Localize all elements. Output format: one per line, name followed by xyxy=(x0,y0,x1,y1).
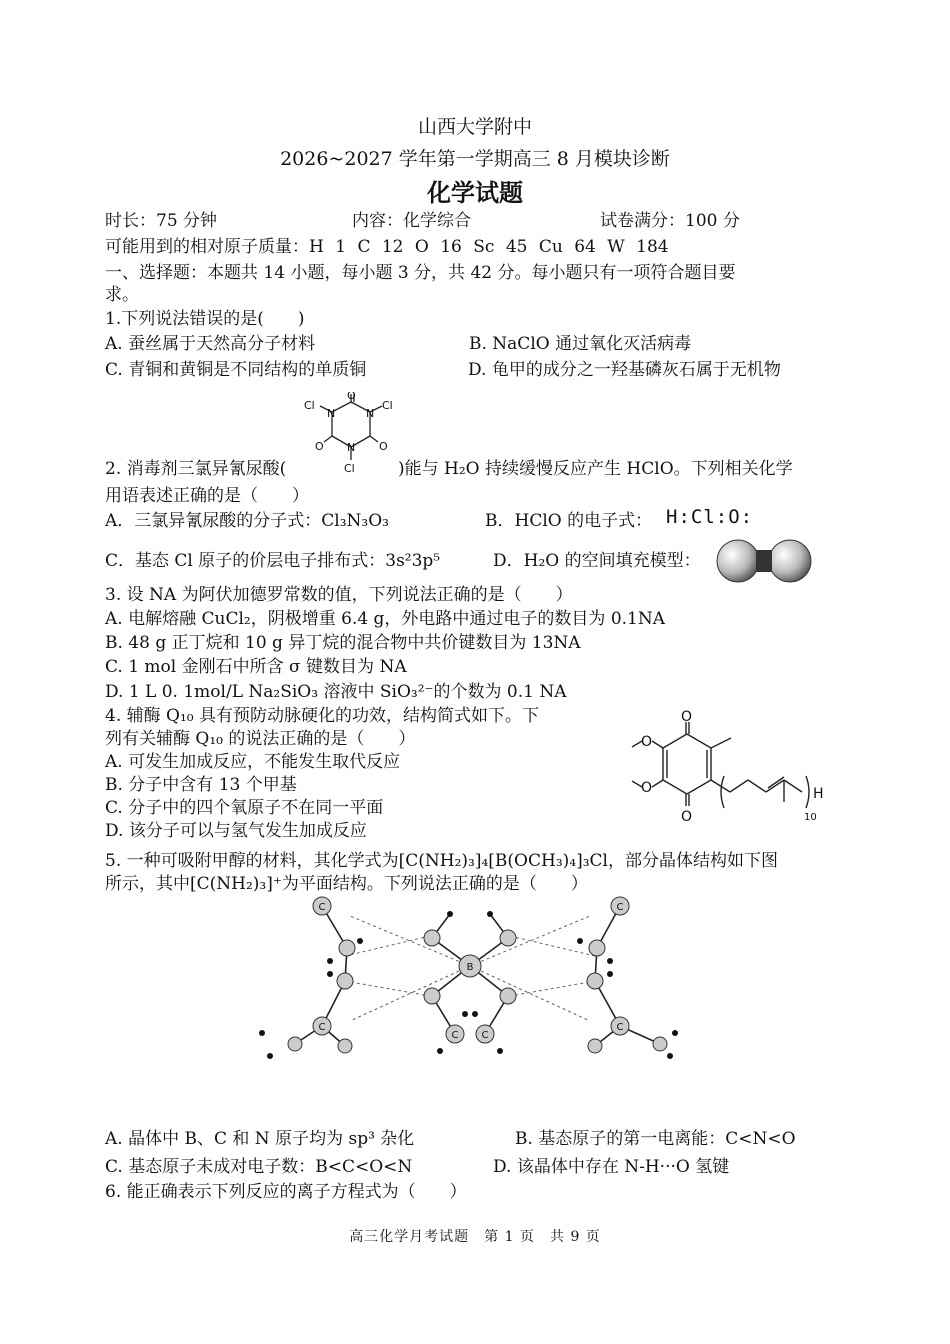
oxygen-label: O xyxy=(681,710,693,725)
q3-option-a: A. 电解熔融 CuCl₂，阴极增重 6.4 g，外电路中通过电子的数目为 0.1NA xyxy=(105,609,666,629)
q1-option-c: C. 青铜和黄铜是不同结构的单质铜 xyxy=(105,360,367,380)
q4-stem: 4. 辅酶 Q₁₀ 具有预防动脉硬化的功效，结构简式如下。下 xyxy=(105,706,539,726)
chlorine-label: Cl xyxy=(382,399,393,412)
q5-option-a: A. 晶体中 B、C 和 N 原子均为 sp³ 杂化 xyxy=(105,1129,415,1149)
boron-label: B xyxy=(466,962,474,973)
q3-stem: 3. 设 NA 为阿伏加德罗常数的值，下列说法正确的是（ ） xyxy=(105,585,573,605)
q2-option-d: D．H₂O 的空间填充模型： xyxy=(493,551,701,571)
atomic-masses: 可能用到的相对原子质量：H 1 C 12 O 16 Sc 45 Cu 64 W 184 xyxy=(105,237,669,257)
oxygen-label: O xyxy=(315,440,324,453)
q2-option-a: A．三氯异氰尿酸的分子式：Cl₃N₃O₃ xyxy=(105,511,389,531)
oxygen-label: O xyxy=(641,780,653,796)
q5-stem: 5. 一种可吸附甲醇的材料，其化学式为[C(NH₂)₃]₄[B(OCH₃)₄]₃Cl，部分晶体结构如下图 xyxy=(105,851,778,871)
oxygen-label: O xyxy=(681,809,693,825)
content: 内容：化学综合 xyxy=(352,211,471,231)
oxygen-label: O xyxy=(641,734,653,750)
q3-option-b: B. 48 g 正丁烷和 10 g 异丁烷的混合物中共价键数目为 13NA xyxy=(105,633,581,653)
carbon-label: C xyxy=(616,902,624,913)
water-space-filling-model xyxy=(712,537,816,585)
q3-option-c: C. 1 mol 金刚石中所含 σ 键数目为 NA xyxy=(105,657,407,677)
hydrogen-label: H xyxy=(813,786,824,802)
carbon-label: C xyxy=(318,902,326,913)
section-heading: 一、选择题：本题共 14 小题，每小题 3 分，共 42 分。每小题只有一项符合题目要 xyxy=(105,263,736,283)
carbon-label: C xyxy=(481,1030,489,1041)
carbon-label: C xyxy=(318,1022,326,1033)
carbon-label: C xyxy=(451,1030,459,1041)
crystal-structure-diagram xyxy=(250,896,680,1076)
page-footer: 高三化学月考试题 第 1 页 共 9 页 xyxy=(349,1229,601,1245)
chlorine-label: Cl xyxy=(344,462,355,474)
q2-option-c: C．基态 Cl 原子的价层电子排布式：3s²3p⁵ xyxy=(105,551,441,571)
subject-title: 化学试题 xyxy=(427,178,523,207)
nitrogen-label: N xyxy=(327,407,336,420)
q5-option-c: C. 基态原子未成对电子数：B<C<O<N xyxy=(105,1157,413,1177)
oxygen-label: O xyxy=(379,440,388,453)
trichloroisocyanuric-acid-structure xyxy=(298,392,408,474)
q1-option-a: A. 蚕丝属于天然高分子材料 xyxy=(105,334,316,354)
coenzyme-q10-structure xyxy=(620,710,840,832)
nitrogen-label: N xyxy=(347,441,356,454)
q6-stem: 6. 能正确表示下列反应的离子方程式为（ ） xyxy=(105,1182,467,1202)
q4-option-b: B. 分子中含有 13 个甲基 xyxy=(105,775,297,795)
q4-option-d: D. 该分子可以与氢气发生加成反应 xyxy=(105,821,367,841)
q2-stem-post: )能与 H₂O 持续缓慢反应产生 HClO。下列相关化学 xyxy=(398,459,793,479)
q4-option-a: A. 可发生加成反应，不能发生取代反应 xyxy=(105,752,401,772)
q1-option-b: B. NaClO 通过氧化灭活病毒 xyxy=(469,334,692,354)
q2-stem-pre: 2. 消毒剂三氯异氰尿酸( xyxy=(105,459,287,479)
q1-option-d: D. 龟甲的成分之一羟基磷灰石属于无机物 xyxy=(468,360,781,380)
school-name: 山西大学附中 xyxy=(417,116,532,138)
q2-stem-cont: 用语表述正确的是（ ） xyxy=(105,486,309,506)
exam-title: 2026~2027 学年第一学期高三 8 月模块诊断 xyxy=(280,148,670,170)
carbon-label: C xyxy=(616,1022,624,1033)
q5-option-b: B. 基态原子的第一电离能：C<N<O xyxy=(515,1129,796,1149)
q1-stem: 1.下列说法错误的是( ) xyxy=(105,309,305,329)
hclo-electron-formula: H:Cl:O: xyxy=(666,506,754,528)
q4-option-c: C. 分子中的四个氧原子不在同一平面 xyxy=(105,798,384,818)
duration: 时长：75 分钟 xyxy=(105,211,218,231)
section-heading-cont: 求。 xyxy=(105,285,139,305)
chlorine-label: Cl xyxy=(304,399,315,412)
q3-option-d: D. 1 L 0. 1mol/L Na₂SiO₃ 溶液中 SiO₃²⁻的个数为 0.1 NA xyxy=(105,682,567,702)
repeat-count-label: 10 xyxy=(804,812,817,823)
q4-stem-cont: 列有关辅酶 Q₁₀ 的说法正确的是（ ） xyxy=(105,729,416,749)
oxygen-label: O xyxy=(347,392,356,402)
full-score: 试卷满分：100 分 xyxy=(600,211,740,231)
q5-option-d: D. 该晶体中存在 N-H···O 氢键 xyxy=(493,1157,730,1177)
q5-stem-cont: 所示，其中[C(NH₂)₃]⁺为平面结构。下列说法正确的是（ ） xyxy=(105,874,588,894)
q2-option-b: B．HClO 的电子式： xyxy=(485,511,653,531)
nitrogen-label: N xyxy=(366,407,375,420)
